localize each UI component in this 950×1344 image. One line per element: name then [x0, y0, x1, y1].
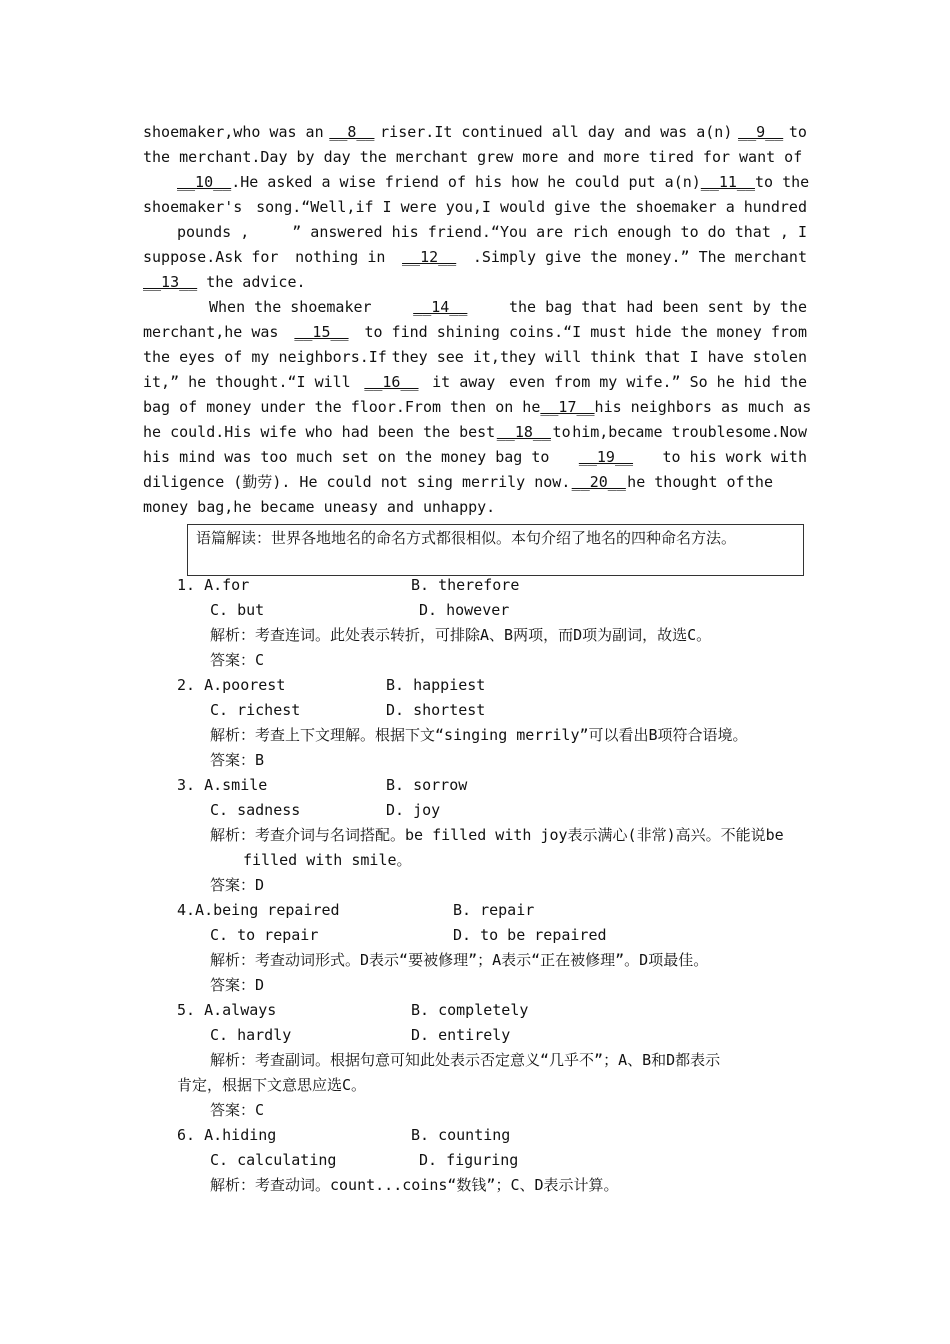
- question-options: C. hardly D. entirely: [210, 1026, 511, 1044]
- question-options: 3. A.smile B. sorrow: [177, 776, 468, 794]
- blank: __15__: [294, 323, 349, 341]
- passage-line: shoemaker,who was an __8__ riser.It continued all day and was a(n) __9__ to: [143, 120, 807, 145]
- answer: 答案：D: [210, 976, 265, 994]
- answer: 答案：C: [210, 651, 265, 669]
- passage-line: merchant,he was __15__ to find shining coins.“I must hide the money from: [143, 320, 807, 345]
- blank: __18__: [496, 423, 551, 441]
- blank: __16__: [364, 373, 419, 391]
- question-options: C. richest D. shortest: [210, 701, 486, 719]
- questions-section: [177, 573, 817, 1198]
- question-options: C. to repair D. to be repaired: [210, 926, 607, 944]
- blank: __13__: [143, 273, 198, 291]
- blank: __10__: [177, 173, 232, 191]
- explanation-continued: 肯定，根据下文意思应选C。: [177, 1076, 367, 1094]
- passage-line: he could.His wife who had been the best __18__ to him,became troublesome.Now: [143, 420, 807, 445]
- passage-line: the merchant.Day by day the merchant grew more and more tired for want of: [143, 148, 803, 166]
- question-options: C. sadness D. joy: [210, 801, 441, 819]
- blank: __9__: [738, 123, 784, 141]
- cloze-passage: [143, 120, 812, 520]
- passage-line: bag of money under the floor.From then on he __17__ his neighbors as much as: [143, 395, 807, 420]
- passage-line: __10__ .He asked a wise friend of his how he could put a(n) __11__ to the: [143, 170, 807, 195]
- explanation: 解析：考查动词形式。D表示“要被修理”；A表示“正在被修理”。D项最佳。: [210, 951, 709, 969]
- blank: __8__: [329, 123, 375, 141]
- passage-line: When the shoemaker __14__ the bag that had been sent by the: [143, 295, 807, 320]
- summary-box: [187, 524, 804, 576]
- explanation: 解析：考查上下文理解。根据下文“singing merrily”可以看出B项符合语境。: [210, 726, 748, 744]
- passage-line: diligence (勤劳). He could not sing merrily now. __20__ he thought of the: [143, 470, 773, 495]
- explanation: 解析：考查介词与名词搭配。be filled with joy表示满心(非常)高兴。不能说be: [210, 826, 784, 844]
- summary-text: 语篇解读：世界各地地名的命名方式都很相似。本句介绍了地名的四种命名方法。: [196, 529, 737, 547]
- question-options: 4.A.being repaired B. repair: [177, 901, 535, 919]
- answer: 答案：C: [210, 1101, 265, 1119]
- question-options: C. calculating D. figuring: [210, 1151, 519, 1169]
- blank: __20__: [571, 473, 626, 491]
- explanation-continued: filled with smile。: [243, 851, 412, 869]
- passage-line: money bag,he became uneasy and unhappy.: [143, 498, 496, 516]
- blank: __11__: [700, 173, 755, 191]
- blank: __12__: [402, 248, 457, 266]
- blank: __17__: [540, 398, 595, 416]
- explanation: 解析：考查副词。根据句意可知此处表示否定意义“几乎不”；A、B和D都表示: [210, 1051, 721, 1069]
- blank: __19__: [578, 448, 634, 466]
- passage-line: it,” he thought.“I will __16__ it away even from my wife.” So he hid the: [143, 370, 807, 395]
- answer: 答案：D: [210, 876, 265, 894]
- answer: 答案：B: [210, 751, 265, 769]
- passage-line: __13__ the advice.: [143, 270, 807, 295]
- question-options: 5. A.always B. completely: [177, 1001, 529, 1019]
- explanation: 解析：考查动词。count...coins“数钱”；C、D表示计算。: [210, 1176, 619, 1194]
- explanation: 解析：考查连词。此处表示转折，可排除A、B两项，而D项为副词，故选C。: [210, 626, 712, 644]
- passage-line: pounds , ” answered his friend.“You are rich enough to do that , I: [177, 223, 807, 241]
- question-options: C. but D. however: [210, 601, 510, 619]
- question-options: 1. A.for B. therefore: [177, 576, 520, 594]
- passage-line: suppose.Ask for nothing in __12__ .Simply give the money.” The merchant: [143, 245, 807, 270]
- blank: __14__: [413, 298, 468, 316]
- passage-line: shoemaker's song.“Well,if I were you,I would give the shoemaker a hundred: [143, 198, 807, 216]
- question-options: 6. A.hiding B. counting: [177, 1126, 511, 1144]
- passage-line: his mind was too much set on the money bag to __19__ to his work with: [143, 445, 807, 470]
- question-options: 2. A.poorest B. happiest: [177, 676, 486, 694]
- passage-line: the eyes of my neighbors.If they see it,they will think that I have stolen: [143, 348, 807, 366]
